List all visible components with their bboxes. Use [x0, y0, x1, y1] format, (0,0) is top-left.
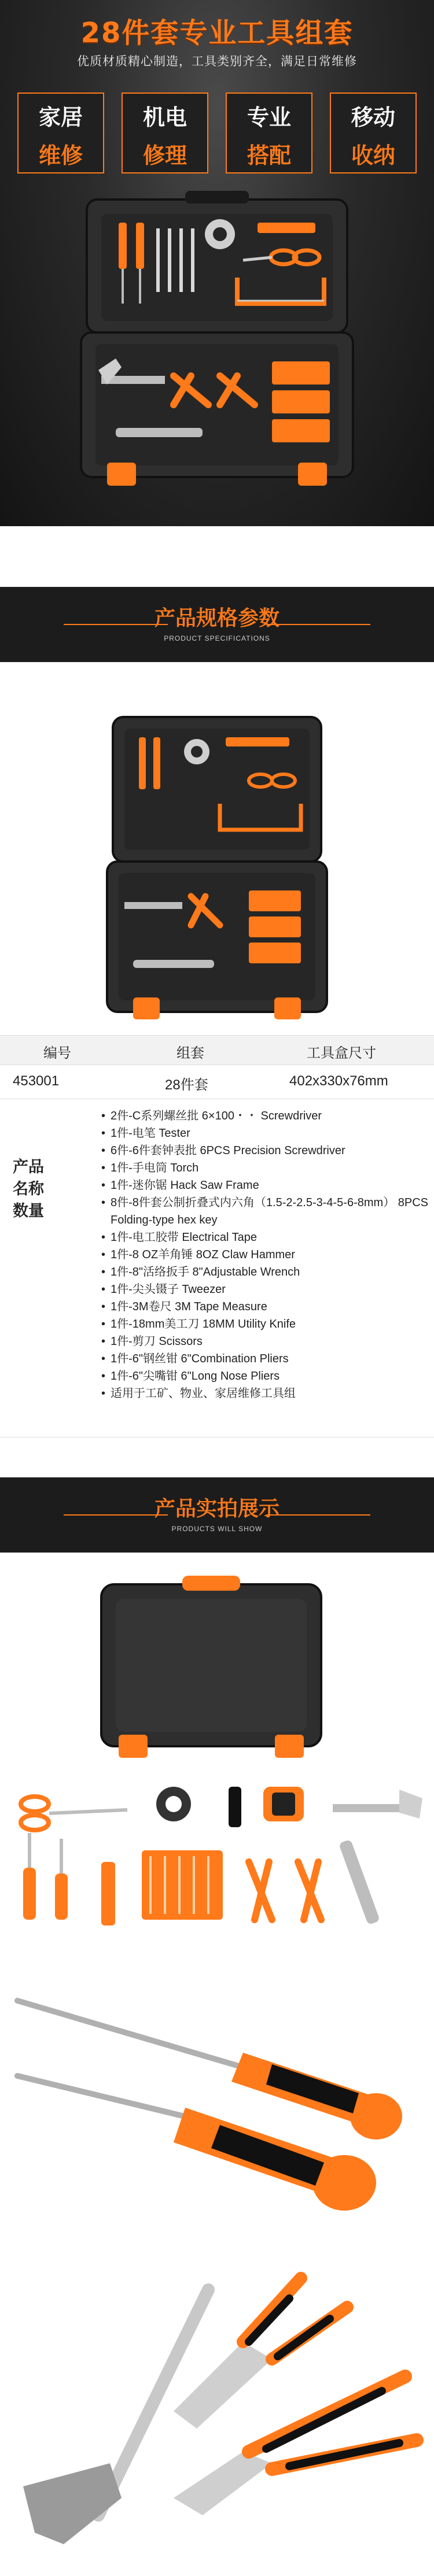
list-item: • 适用于工矿、物业、家居维修工具组 [101, 1385, 428, 1402]
badge-line2: 收纳 [351, 143, 395, 168]
spec-section-header [0, 587, 434, 662]
product-name-quantity-label: 产品名称数量 [13, 1158, 44, 1220]
badge-line1: 机电 [142, 105, 187, 130]
badge-line2: 维修 [38, 143, 83, 168]
list-item: • 1件-3M卷尺 3M Tape Measure [101, 1298, 428, 1315]
list-item: • 1件-手电筒 Torch [101, 1159, 428, 1177]
items-list [101, 1107, 428, 1402]
hammer-pliers-closeup-photo [0, 2244, 434, 2573]
cell-size: 402x330x76mm [289, 1073, 388, 1089]
list-item: • 1件-电笔 Tester [101, 1125, 428, 1142]
spec-section-subtitle: PRODUCT SPECIFICATIONS [164, 634, 270, 642]
header-set: 组套 [176, 1045, 204, 1061]
list-item: • 1件-尖头镊子 Tweezer [101, 1281, 428, 1298]
spec-table-row [0, 1064, 434, 1099]
header-size: 工具盒尺寸 [307, 1045, 376, 1061]
spec-table-header [0, 1035, 434, 1065]
badge-line1: 移动 [351, 105, 395, 130]
badge-line1: 专业 [247, 105, 291, 130]
list-item: • 1件-6"尖嘴钳 6"Long Nose Pliers [101, 1368, 428, 1385]
badge-line1: 家居 [38, 105, 83, 130]
list-item: • 8件-8件套公制折叠式内六角（1.5-2-2.5-3-4-5-6-8mm） 8PCS Folding-type hex key [101, 1194, 428, 1229]
toolbox-open-image [0, 0, 434, 526]
tools-layout-photo [0, 1561, 434, 1972]
cell-code: 453001 [13, 1073, 60, 1089]
show-section-subtitle: PRODUCTS WILL SHOW [171, 1525, 263, 1533]
cell-set: 28件套 [165, 1077, 208, 1093]
list-item: • 1件-电工胶带 Electrical Tape [101, 1229, 428, 1246]
show-section-header [0, 1477, 434, 1553]
list-item: • 6件-6件套钟表批 6PCS Precision Screwdriver [101, 1142, 428, 1159]
hero-title: 28件套专业工具组套 [80, 17, 354, 49]
list-item: • 1件-6"钢丝钳 6"Combination Pliers [101, 1350, 428, 1368]
spec-section-title: 产品规格参数 [154, 607, 279, 630]
header-code: 编号 [43, 1045, 71, 1061]
badge-line2: 修理 [142, 143, 187, 168]
badge-line2: 搭配 [247, 143, 291, 168]
list-item: • 1件-迷你锯 Hack Saw Frame [101, 1177, 428, 1194]
list-item: • 1件-8"活络扳手 8"Adjustable Wrench [101, 1263, 428, 1281]
list-item: • 1件-18mm美工刀 18MM Utility Knife [101, 1315, 428, 1333]
hero-subtitle: 优质材质精心制造，工具类别齐全，满足日常维修 [77, 55, 357, 68]
hero-banner [0, 0, 434, 526]
list-item: • 1件-剪刀 Scissors [101, 1333, 428, 1350]
show-section-title: 产品实拍展示 [154, 1497, 279, 1521]
list-item: • 2件-C系列螺丝批 6×100・・ Screwdriver [101, 1107, 428, 1125]
list-item: • 1件-8 OZ羊角锤 8OZ Claw Hammer [101, 1246, 428, 1263]
screwdrivers-closeup-photo [0, 1978, 434, 2238]
toolbox-spec-photo [0, 705, 434, 1029]
